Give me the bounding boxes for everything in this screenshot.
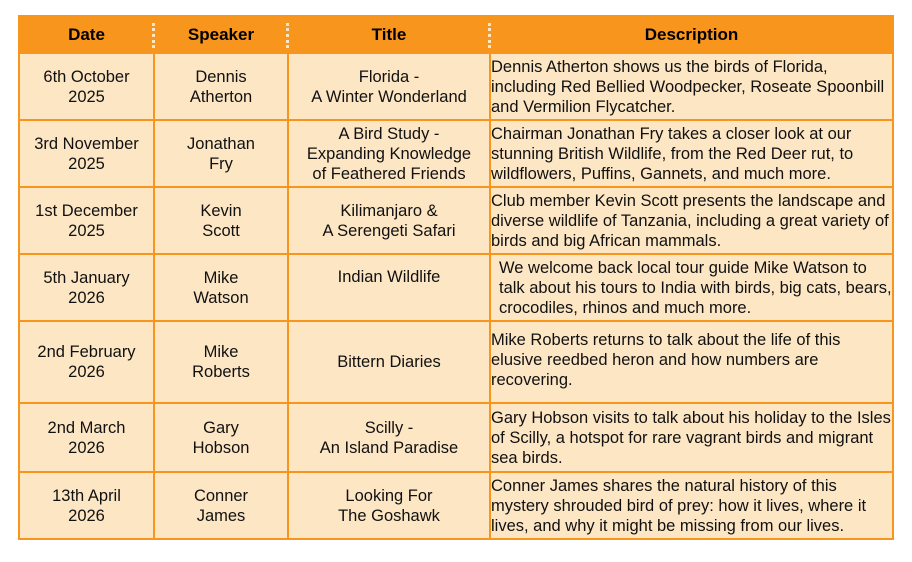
header-speaker: Speaker (154, 16, 288, 53)
header-description: Description (490, 16, 893, 53)
cell-date (19, 120, 154, 187)
date-text: 1st December 2025 (35, 201, 138, 240)
title-text: Kilimanjaro & A Serengeti Safari (322, 201, 456, 240)
speaker-text: Mike Watson (193, 268, 249, 307)
cell-title (288, 403, 490, 472)
cell-speaker (154, 53, 288, 120)
date-text: 3rd November 2025 (34, 134, 139, 173)
header-date: Date (19, 16, 154, 53)
speaker-text: Gary Hobson (192, 418, 250, 457)
cell-speaker (154, 321, 288, 403)
cell-date (19, 187, 154, 254)
cell-speaker (154, 120, 288, 187)
speaker-text: Jonathan Fry (187, 134, 255, 173)
cell-speaker (154, 403, 288, 472)
cell-title (288, 254, 490, 321)
cell-description: Mike Roberts returns to talk about the life of this elusive reedbed heron and how numbers are recovering. (490, 321, 893, 403)
title-text: Florida - A Winter Wonderland (311, 67, 467, 106)
date-text: 5th January 2026 (43, 268, 130, 307)
cell-description: Club member Kevin Scott presents the landscape and diverse wildlife of Tanzania, including a great variety of birds and big African mammals. (490, 187, 893, 254)
table-row (19, 254, 893, 321)
cell-description: We welcome back local tour guide Mike Watson to talk about his tours to India with birds, big cats, bears, crocodiles, rhinos and much more. (490, 254, 893, 321)
table-header (19, 16, 893, 53)
date-text: 2nd March 2026 (47, 418, 126, 457)
table-row (19, 472, 893, 539)
cell-date (19, 53, 154, 120)
cell-description: Dennis Atherton shows us the birds of Florida, including Red Bellied Woodpecker, Roseate Spoonbill and Vermilion Flycatcher. (490, 53, 893, 120)
table-row (19, 403, 893, 472)
cell-speaker (154, 254, 288, 321)
speaker-text: Dennis Atherton (189, 67, 253, 106)
speaker-text: Kevin Scott (200, 201, 242, 240)
title-text: Bittern Diaries (337, 353, 441, 371)
table-row (19, 187, 893, 254)
title-text: Looking For The Goshawk (338, 486, 440, 525)
date-text: 6th October 2025 (43, 67, 130, 106)
cell-date (19, 472, 154, 539)
cell-description: Chairman Jonathan Fry takes a closer look at our stunning British Wildlife, from the Red Deer rut, to wildflowers, Puffins, Gannets, and much more. (490, 120, 893, 187)
talks-schedule-table (18, 15, 894, 540)
title-text: Indian Wildlife (337, 268, 441, 286)
cell-date (19, 254, 154, 321)
date-text: 2nd February 2026 (37, 343, 136, 381)
cell-description: Conner James shares the natural history of this mystery shrouded bird of prey: how it lives, where it lives, and why it might be missing from our lives. (490, 472, 893, 539)
date-text: 13th April 2026 (52, 486, 121, 525)
header-title: Title (288, 16, 490, 53)
cell-title (288, 120, 490, 187)
cell-date (19, 321, 154, 403)
cell-description: Gary Hobson visits to talk about his holiday to the Isles of Scilly, a hotspot for rare vagrant birds and migrant sea birds. (490, 403, 893, 472)
cell-date (19, 403, 154, 472)
table-row (19, 120, 893, 187)
cell-speaker (154, 187, 288, 254)
table-row (19, 53, 893, 120)
cell-title (288, 187, 490, 254)
cell-title (288, 53, 490, 120)
table-body (19, 53, 893, 539)
speaker-text: Mike Roberts (192, 343, 250, 381)
title-text: A Bird Study - Expanding Knowledge of Feathered Friends (306, 124, 472, 183)
title-text: Scilly - An Island Paradise (319, 418, 459, 457)
cell-speaker (154, 472, 288, 539)
table-row (19, 321, 893, 403)
speaker-text: Conner James (193, 486, 249, 525)
cell-title (288, 321, 490, 403)
cell-title (288, 472, 490, 539)
